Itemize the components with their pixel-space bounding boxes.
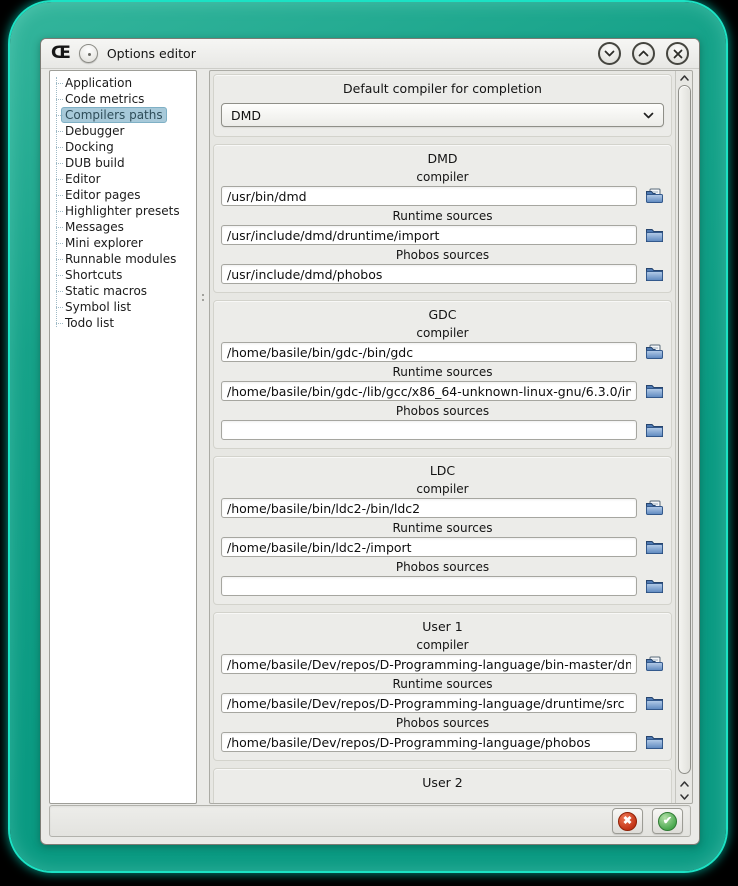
close-button[interactable]	[666, 42, 689, 65]
open-file-icon	[645, 344, 664, 360]
dmd-phobos-browse-button[interactable]	[644, 266, 664, 283]
field-label: compiler	[416, 326, 469, 340]
field-label: Runtime sources	[392, 209, 493, 223]
sidebar-item-code-metrics[interactable]: Code metrics	[50, 91, 196, 107]
window-controls	[598, 42, 689, 65]
field-label: Runtime sources	[392, 365, 493, 379]
window-menu-button[interactable]	[79, 44, 98, 63]
gdc-phobos-browse-button[interactable]	[644, 422, 664, 439]
gdc-runtime-sources-input[interactable]	[221, 381, 637, 401]
scroll-up-button[interactable]	[676, 71, 693, 84]
folder-icon	[645, 734, 664, 750]
cancel-button[interactable]	[612, 808, 643, 834]
folder-icon	[645, 227, 664, 243]
field-label: compiler	[416, 170, 469, 184]
default-compiler-select[interactable]	[221, 103, 664, 127]
sidebar-item-docking[interactable]: Docking	[50, 139, 196, 155]
sidebar-item-debugger[interactable]: Debugger	[50, 123, 196, 139]
client-area	[49, 70, 693, 804]
sidebar-item-compilers-paths[interactable]: Compilers paths	[50, 107, 196, 123]
folder-icon	[645, 266, 664, 282]
ldc-phobos-sources-input[interactable]	[221, 576, 637, 596]
window-title: Options editor	[106, 46, 196, 61]
sidebar-item-highlighter-presets[interactable]: Highlighter presets	[50, 203, 196, 219]
groups-scroll-area	[210, 71, 675, 803]
status-bar	[49, 805, 691, 837]
open-file-icon	[645, 188, 664, 204]
combo-value: DMD	[231, 107, 262, 123]
gdc-phobos-sources-input[interactable]	[221, 420, 637, 440]
chevron-up-icon	[680, 781, 689, 787]
folder-icon	[645, 383, 664, 399]
sidebar-item-symbol-list[interactable]: Symbol list	[50, 299, 196, 315]
chevron-down-icon	[604, 50, 615, 57]
scroll-up-button-bottom[interactable]	[676, 777, 693, 790]
sidebar-item-editor[interactable]: Editor	[50, 171, 196, 187]
dmd-compiler-browse-button[interactable]	[644, 188, 664, 205]
gdc-runtime-browse-button[interactable]	[644, 383, 664, 400]
group-user1	[213, 612, 672, 761]
sidebar-splitter[interactable]	[197, 70, 209, 804]
field-row	[221, 498, 664, 518]
field-row	[221, 264, 664, 284]
field-row	[221, 342, 664, 362]
open-file-icon	[645, 656, 664, 672]
scrollbar-thumb[interactable]	[678, 85, 691, 774]
ldc-compiler-input[interactable]	[221, 498, 637, 518]
group-title: GDC	[428, 307, 457, 322]
sidebar-item-editor-pages[interactable]: Editor pages	[50, 187, 196, 203]
user1-runtime-sources-input[interactable]	[221, 693, 637, 713]
folder-icon	[645, 422, 664, 438]
chevron-up-icon	[638, 50, 649, 57]
field-label: Phobos sources	[395, 716, 490, 730]
gdc-compiler-browse-button[interactable]	[644, 344, 664, 361]
chevron-up-icon	[680, 75, 689, 81]
field-row	[221, 576, 664, 596]
group-user2	[213, 768, 672, 803]
compilers-paths-panel	[209, 70, 693, 804]
scrollbar-track[interactable]	[677, 84, 692, 777]
group-title: DMD	[427, 151, 458, 166]
field-row	[221, 381, 664, 401]
user1-phobos-sources-input[interactable]	[221, 732, 637, 752]
group-gdc	[213, 300, 672, 449]
accept-button[interactable]	[652, 808, 683, 834]
dmd-runtime-browse-button[interactable]	[644, 227, 664, 244]
group-title: User 1	[422, 619, 463, 634]
ldc-phobos-browse-button[interactable]	[644, 578, 664, 595]
open-file-icon	[645, 500, 664, 516]
user1-phobos-browse-button[interactable]	[644, 734, 664, 751]
group-title: LDC	[429, 463, 456, 478]
chevron-down-icon	[643, 112, 654, 119]
folder-icon	[645, 578, 664, 594]
field-row	[221, 693, 664, 713]
ldc-runtime-browse-button[interactable]	[644, 539, 664, 556]
user1-compiler-input[interactable]	[221, 654, 637, 674]
dmd-runtime-sources-input[interactable]	[221, 225, 637, 245]
accept-check-icon: ✔	[658, 812, 677, 831]
sidebar-item-shortcuts[interactable]: Shortcuts	[50, 267, 196, 283]
group-title: Default compiler for completion	[343, 81, 542, 96]
folder-icon	[645, 695, 664, 711]
dmd-phobos-sources-input[interactable]	[221, 264, 637, 284]
sidebar-item-runnable-modules[interactable]: Runnable modules	[50, 251, 196, 267]
sidebar-item-messages[interactable]: Messages	[50, 219, 196, 235]
dmd-compiler-input[interactable]	[221, 186, 637, 206]
field-label: Runtime sources	[392, 521, 493, 535]
group-ldc	[213, 456, 672, 605]
maximize-button[interactable]	[632, 42, 655, 65]
field-label: compiler	[416, 482, 469, 496]
scroll-down-button[interactable]	[676, 790, 693, 803]
vertical-scrollbar[interactable]	[675, 71, 692, 803]
coedit-logo-icon: Œ	[51, 43, 70, 63]
field-label: compiler	[416, 638, 469, 652]
field-label: Phobos sources	[395, 560, 490, 574]
group-title: User 2	[422, 775, 463, 790]
title-bar[interactable]	[41, 39, 699, 69]
user1-runtime-browse-button[interactable]	[644, 695, 664, 712]
field-row	[221, 186, 664, 206]
sidebar-item-application[interactable]: Application	[50, 75, 196, 91]
cancel-cross-icon: ✖	[618, 812, 637, 831]
field-row	[221, 654, 664, 674]
ldc-compiler-browse-button[interactable]	[644, 500, 664, 517]
field-row	[221, 537, 664, 557]
sidebar-item-static-macros[interactable]: Static macros	[50, 283, 196, 299]
gdc-compiler-input[interactable]	[221, 342, 637, 362]
user1-compiler-browse-button[interactable]	[644, 656, 664, 673]
group-default-compiler	[213, 74, 672, 137]
categories-tree	[50, 75, 196, 331]
categories-sidebar	[49, 70, 197, 804]
splitter-grip	[202, 294, 204, 296]
field-label: Phobos sources	[395, 248, 490, 262]
field-row	[221, 225, 664, 245]
sidebar-item-todo-list[interactable]: Todo list	[50, 315, 196, 331]
field-row	[221, 732, 664, 752]
folder-icon	[645, 539, 664, 555]
minimize-button[interactable]	[598, 42, 621, 65]
field-label: Phobos sources	[395, 404, 490, 418]
close-icon	[673, 49, 683, 59]
field-row	[221, 420, 664, 440]
group-dmd	[213, 144, 672, 293]
sidebar-item-dub-build[interactable]: DUB build	[50, 155, 196, 171]
chevron-down-icon	[680, 794, 689, 800]
ldc-runtime-sources-input[interactable]	[221, 537, 637, 557]
field-label: Runtime sources	[392, 677, 493, 691]
sidebar-item-mini-explorer[interactable]: Mini explorer	[50, 235, 196, 251]
options-editor-window	[40, 38, 700, 845]
